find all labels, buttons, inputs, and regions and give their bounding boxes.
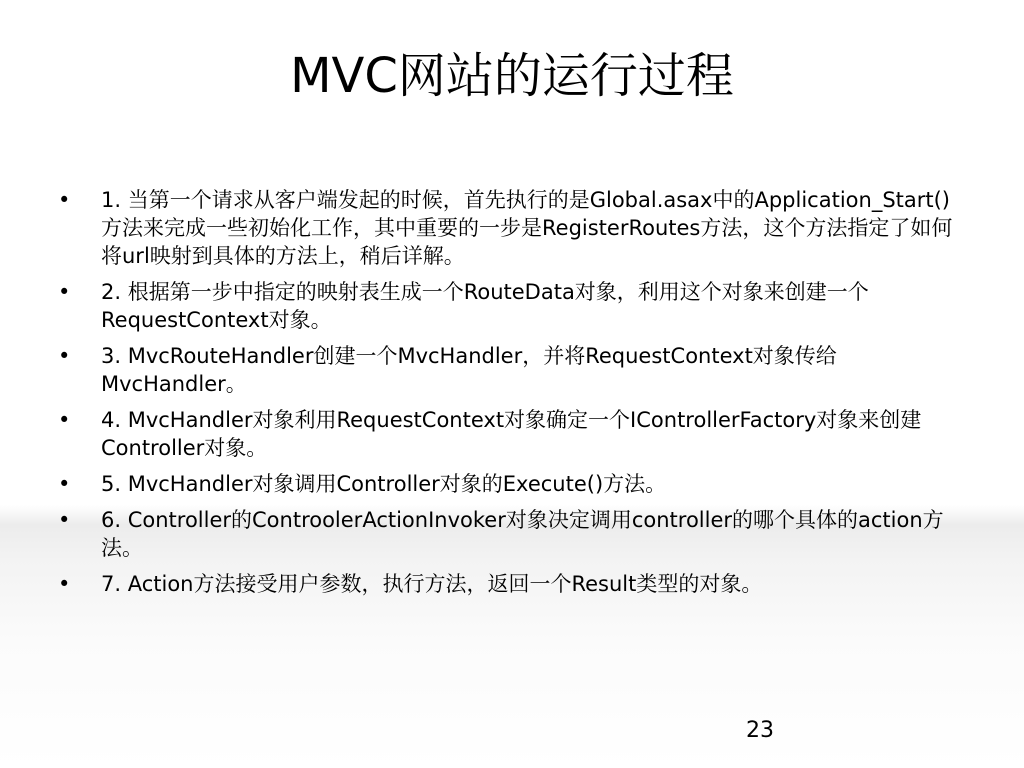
bullet-item-2 (58, 278, 968, 334)
bullet-dot-icon: • (58, 344, 71, 368)
bullet-dot-icon: • (58, 408, 71, 432)
bullet-dot-icon: • (58, 572, 71, 596)
bullet-text-4: 4. MvcHandler对象利用RequestContext对象确定一个IControllerFactory对象来创建Controller对象。 (101, 408, 922, 460)
bullet-text-7: 7. Action方法接受用户参数，执行方法，返回一个Result类型的对象。 (101, 572, 763, 596)
bullet-item-1 (58, 186, 968, 270)
bullet-item-5 (58, 470, 968, 498)
slide-title: MVC网站的运行过程 (290, 48, 734, 104)
bullet-item-6 (58, 506, 968, 562)
bullet-dot-icon: • (58, 188, 71, 212)
bullet-list (58, 186, 968, 606)
bullet-text-1: 1. 当第一个请求从客户端发起的时候，首先执行的是Global.asax中的Application_Start()方法来完成一些初始化工作，其中重要的一步是RegisterRoutes方法，这个方法指定了如何将url映射到具体的方法上，稍后详解。 (101, 188, 953, 268)
page-number: 23 (746, 718, 774, 743)
bullet-dot-icon: • (58, 280, 71, 304)
bullet-text-6: 6. Controller的ControolerActionInvoker对象决定调用controller的哪个具体的action方法。 (101, 508, 944, 560)
bullet-dot-icon: • (58, 472, 71, 496)
bullet-text-2: 2. 根据第一步中指定的映射表生成一个RouteData对象，利用这个对象来创建一个RequestContext对象。 (101, 280, 869, 332)
bullet-item-4 (58, 406, 968, 462)
bullet-item-3 (58, 342, 968, 398)
bullet-text-3: 3. MvcRouteHandler创建一个MvcHandler，并将RequestContext对象传给MvcHandler。 (101, 344, 837, 396)
bullet-text-5: 5. MvcHandler对象调用Controller对象的Execute()方法。 (101, 472, 667, 496)
bullet-dot-icon: • (58, 508, 71, 532)
bullet-item-7 (58, 570, 968, 598)
